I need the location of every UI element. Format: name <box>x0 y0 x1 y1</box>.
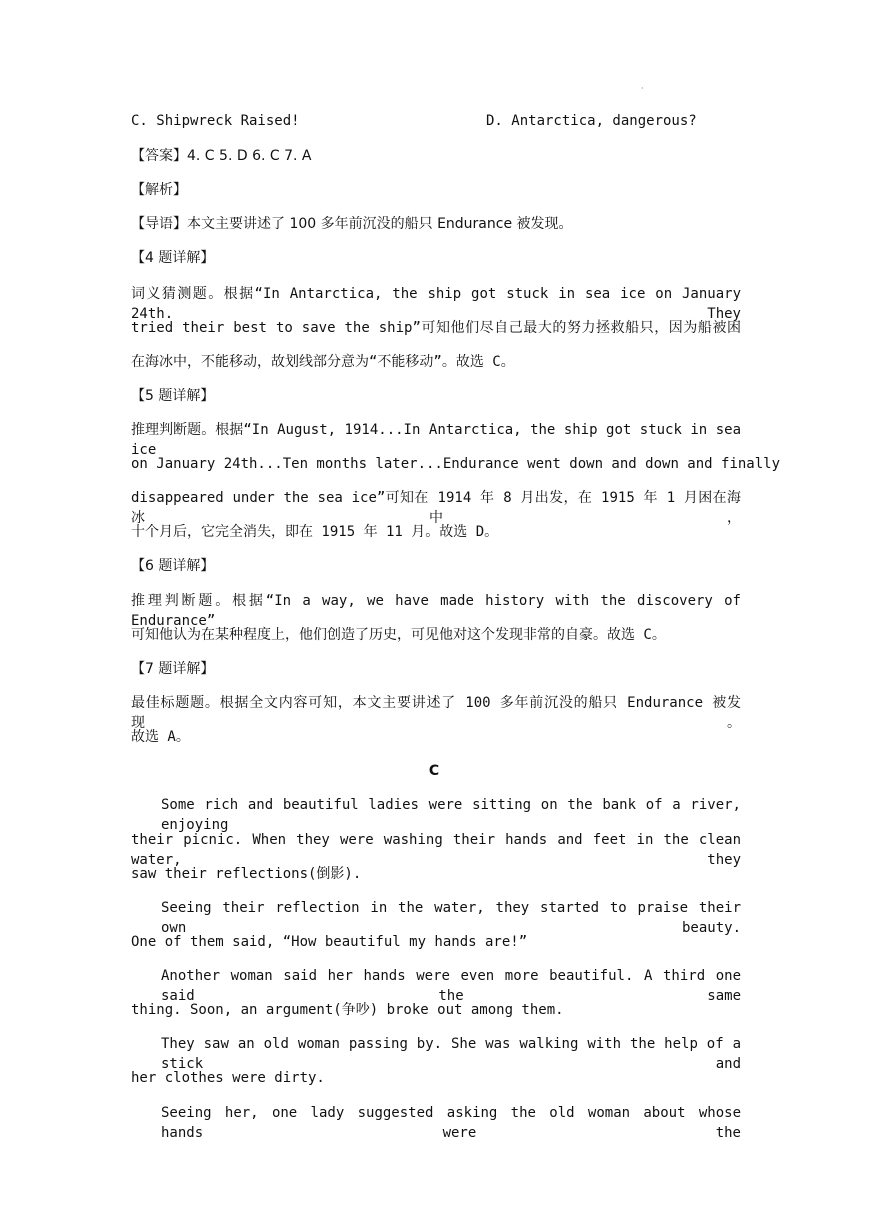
q5-line-4: 十个月后，它完全消失，即在 1915 年 11 月。故选 D。 <box>131 524 499 540</box>
passage-line-8: They saw an old woman passing by. She was walking with the help of a stick and <box>161 1036 741 1072</box>
passage-line-9: her clothes were dirty. <box>131 1070 325 1086</box>
q4-line-3: 在海冰中，不能移动，故划线部分意为“不能移动”。故选 C。 <box>131 354 515 370</box>
q7-line-1: 最佳标题题。根据全文内容可知，本文主要讲述了 100 多年前沉没的船只 Endurance 被发现。 <box>131 695 741 731</box>
passage-line-6: Another woman said her hands were even more beautiful. A third one said the same <box>161 968 741 1004</box>
q4-heading: 【4 题详解】 <box>131 250 215 266</box>
option-c: C. Shipwreck Raised! <box>131 113 300 129</box>
q5-line-1: 推理判断题。根据“In August, 1914...In Antarctica, the ship got stuck in sea ice <box>131 422 741 458</box>
q4-line-1: 词义猜测题。根据“In Antarctica, the ship got stuck in sea ice on January 24th. They <box>131 286 741 322</box>
q5-line-3: disappeared under the sea ice”可知在 1914 年 8 月出发，在 1915 年 1 月困在海冰中， <box>131 490 741 526</box>
q5-heading: 【5 题详解】 <box>131 388 215 404</box>
analysis-heading: 【解析】 <box>131 182 187 198</box>
q6-heading: 【6 题详解】 <box>131 558 215 574</box>
passage-line-7: thing. Soon, an argument(争吵) broke out among them. <box>131 1002 564 1018</box>
q4-line-2: tried their best to save the ship”可知他们尽自己最大的努力拯救船只，因为船被困 <box>131 320 741 336</box>
lead-line: 【导语】本文主要讲述了 100 多年前沉没的船只 Endurance 被发现。 <box>131 216 573 232</box>
passage-line-10: Seeing her, one lady suggested asking the old woman about whose hands were the <box>161 1105 741 1141</box>
q6-line-2: 可知他认为在某种程度上，他们创造了历史，可见他对这个发现非常的自豪。故选 C。 <box>131 627 666 643</box>
passage-line-2: their picnic. When they were washing their hands and feet in the clean water, they <box>131 832 741 868</box>
passage-line-4: Seeing their reflection in the water, they started to praise their own beauty. <box>161 900 741 936</box>
passage-title: C <box>428 763 440 779</box>
q6-line-1: 推理判断题。根据“In a way, we have made history with the discovery of Endurance” <box>131 593 741 629</box>
q7-line-2: 故选 A。 <box>131 729 190 745</box>
header-mark: · <box>641 84 644 93</box>
passage-line-1: Some rich and beautiful ladies were sitting on the bank of a river, enjoying <box>161 797 741 833</box>
option-d: D. Antarctica, dangerous? <box>486 113 697 129</box>
answer-line: 【答案】4. C 5. D 6. C 7. A <box>131 148 312 164</box>
passage-line-5: One of them said, “How beautiful my hands are!” <box>131 934 528 950</box>
q5-line-2: on January 24th...Ten months later...Endurance went down and down and finally <box>131 456 781 472</box>
passage-line-3: saw their reflections(倒影). <box>131 866 362 882</box>
q7-heading: 【7 题详解】 <box>131 661 215 677</box>
